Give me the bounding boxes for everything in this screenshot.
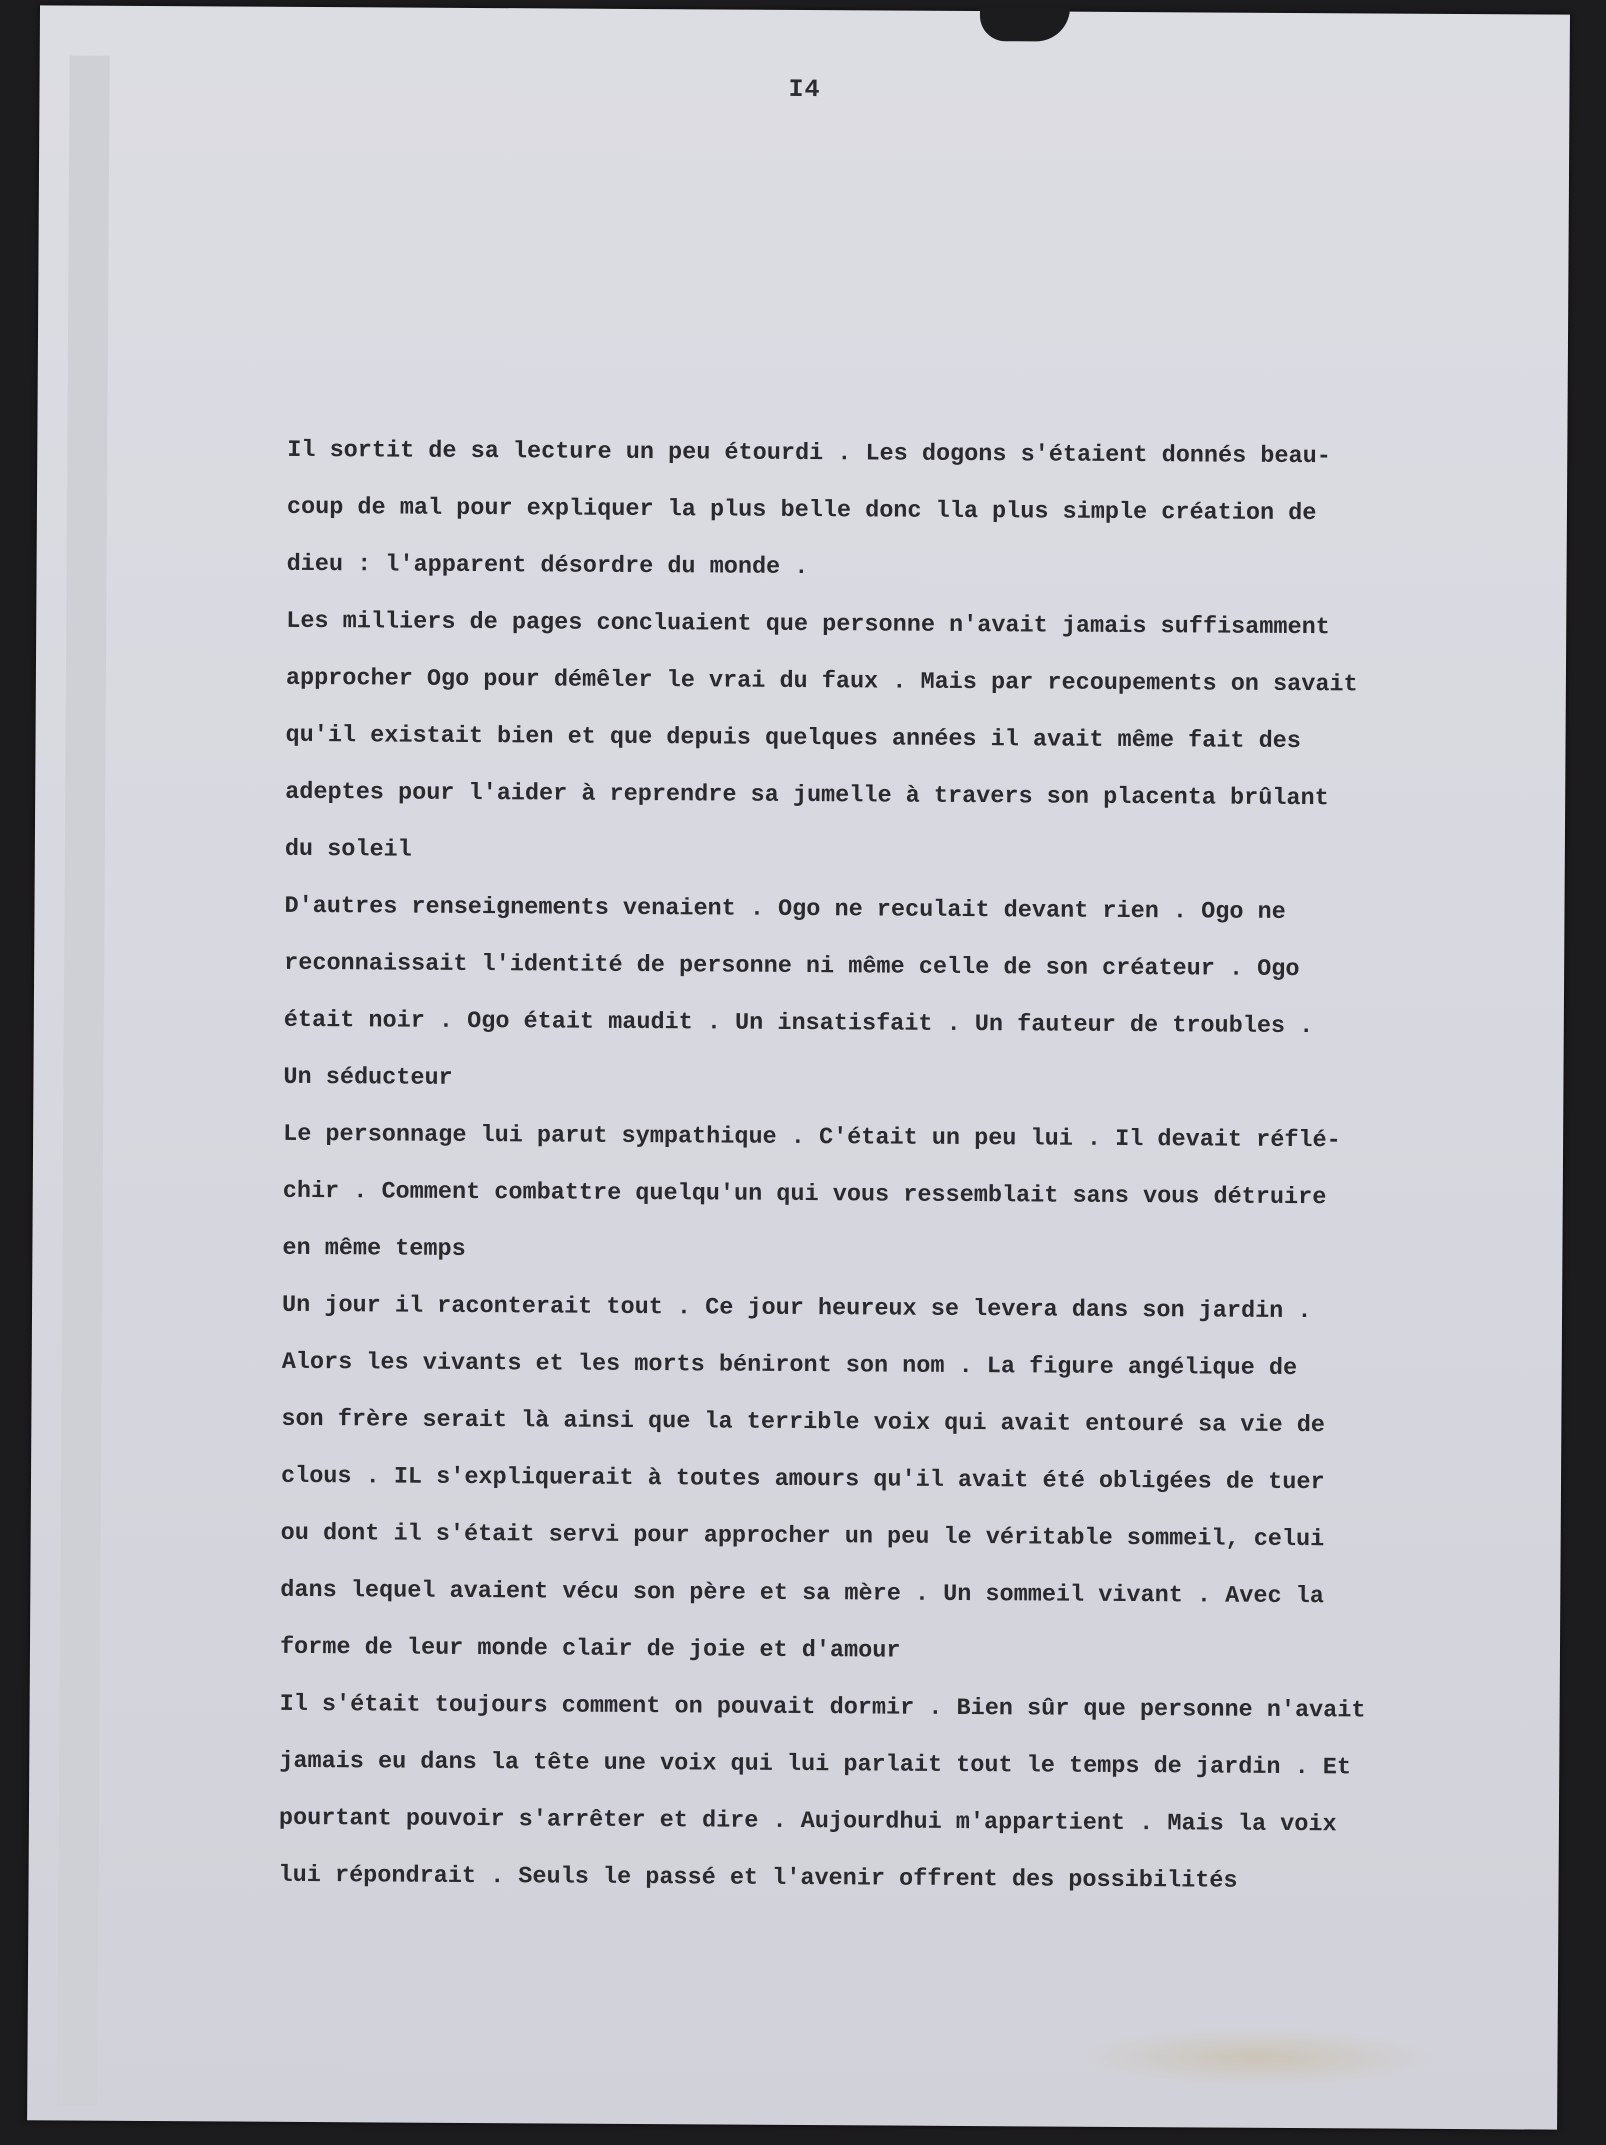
text-line: dans lequel avaient vécu son père et sa mère . Un sommeil vivant . Avec la [280,1576,1324,1611]
text-line: Les milliers de pages concluaient que personne n'avait jamais suffisamment [286,607,1330,642]
text-line: pourtant pouvoir s'arrêter et dire . Aujourdhui m'appartient . Mais la voix [278,1804,1337,1839]
paragraph [278,1676,1579,1912]
text-line: lui répondrait . Seuls le passé et l'avenir offrent des possibilités [278,1861,1238,1895]
paragraph [280,1277,1582,1684]
text-line: dieu : l'apparent désordre du monde . [286,550,809,582]
text-line: du soleil [284,835,412,864]
text-line: Alors les vivants et les morts béniront son nom . La figure angélique de [281,1348,1298,1383]
text-line: Il s'était toujours comment on pouvait dormir . Bien sûr que personne n'avait [279,1690,1366,1725]
text-line: était noir . Ogo était maudit . Un insatisfait . Un fauteur de troubles . [283,1006,1314,1041]
text-line: qu'il existait bien et que depuis quelques années il avait même fait des [285,721,1301,756]
text-line: adeptes pour l'aider à reprendre sa jumelle à travers son placenta brûlant [285,778,1329,813]
page-number: I4 [788,74,821,105]
text-line: clous . IL s'expliquerait à toutes amours qu'il avait été obligées de tuer [280,1462,1325,1497]
text-line: ou dont il s'était servi pour approcher un peu le véritable sommeil, celui [280,1519,1325,1554]
text-line: son frère serait là ainsi que la terrible voix qui avait entouré sa vie de [281,1405,1326,1440]
paragraph [286,422,1587,601]
text-line: jamais eu dans la tête une voix qui lui parlait tout le temps de jardin . Et [279,1747,1352,1782]
text-line: forme de leur monde clair de joie et d'amour [279,1633,901,1665]
text-line: Le personnage lui parut sympathique . C'était un peu lui . Il devait réflé- [283,1120,1341,1155]
text-line: en même temps [282,1234,466,1263]
text-line: coup de mal pour expliquer la plus belle donc lla plus simple création de [286,493,1317,528]
paragraph [283,878,1584,1114]
paragraph [285,593,1587,886]
torn-page-corner [980,7,1070,42]
text-line: Un jour il raconterait tout . Ce jour heureux se levera dans son jardin . [281,1291,1312,1326]
text-line: D'autres renseignements venaient . Ogo ne reculait devant rien . Ogo ne [284,892,1286,926]
paragraph [282,1106,1583,1285]
text-line: chir . Comment combattre quelqu'un qui vous ressemblait sans vous détruire [282,1177,1327,1212]
text-line: approcher Ogo pour démêler le vrai du faux . Mais par recoupements on savait [285,664,1358,699]
text-line: reconnaissait l'identité de personne ni même celle de son créateur . Ogo [284,949,1300,984]
paper-stain [1077,2027,1437,2089]
text-line: Il sortit de sa lecture un peu étourdi . Les dogons s'étaient donnés beau- [287,436,1331,471]
underlying-sheet-edge [57,56,110,2106]
body-text [278,422,1587,1912]
text-line: Un séducteur [283,1063,453,1092]
typewritten-page [27,5,1570,2129]
